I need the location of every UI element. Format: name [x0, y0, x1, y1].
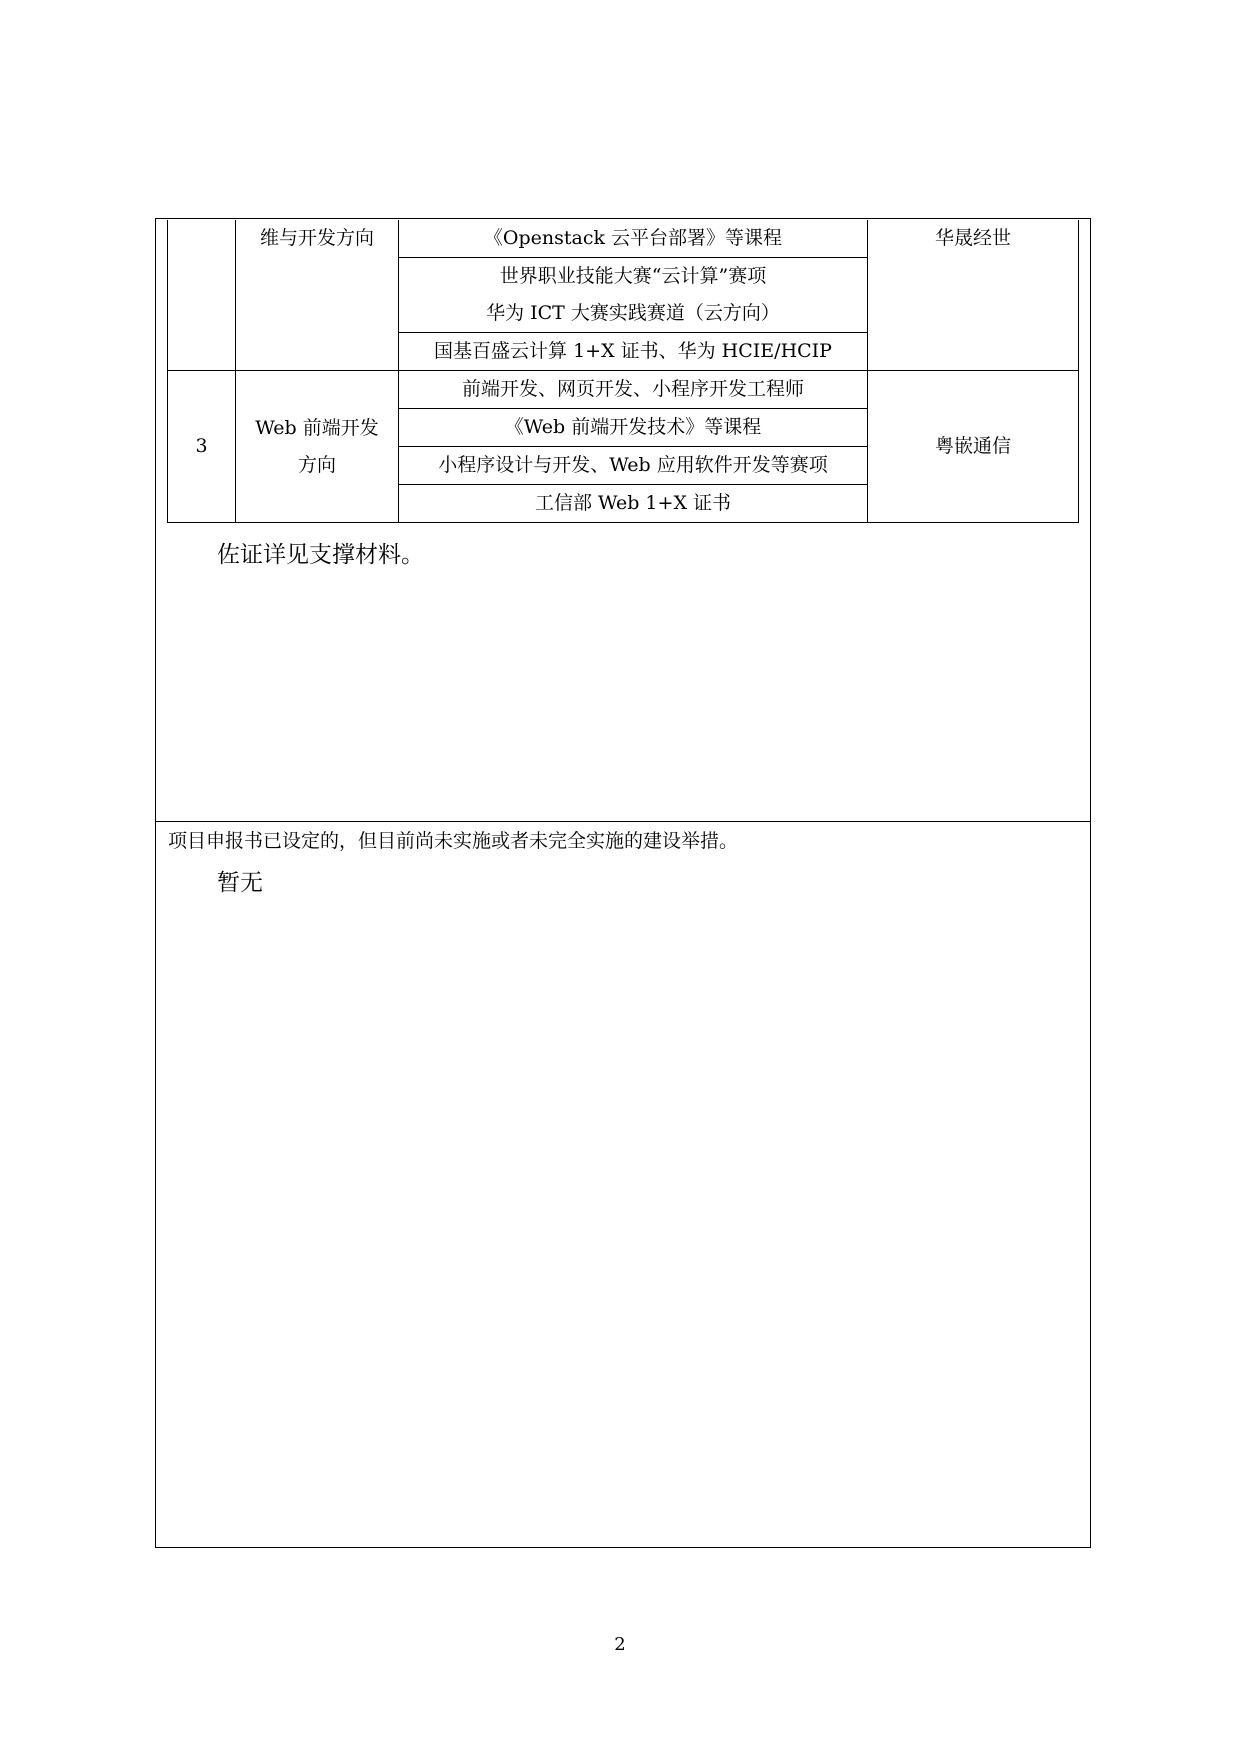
page-number: 2	[614, 1634, 626, 1655]
table-row	[168, 220, 1079, 258]
row-index	[168, 220, 236, 371]
row-index: 3	[168, 371, 236, 523]
item-cell: 国基百盛云计算 1+X 证书、华为 HCIE/HCIP	[399, 333, 868, 371]
direction-table	[167, 220, 1079, 523]
direction-label: 维与开发方向	[259, 227, 374, 249]
direction-label: 方向	[297, 453, 336, 476]
item-cell: 华为 ICT 大赛实践赛道（云方向）	[399, 295, 868, 333]
partner-cell: 华晟经世	[868, 220, 1079, 371]
item-cell: 前端开发、网页开发、小程序开发工程师	[399, 371, 868, 409]
direction-cell	[236, 220, 399, 371]
unimplemented-heading: 项目申报书已设定的，但目前尚未实施或者未完全实施的建设举措。	[168, 830, 739, 852]
item-cell: 工信部 Web 1+X 证书	[399, 485, 868, 523]
item-cell: 世界职业技能大赛“云计算”赛项	[399, 258, 868, 296]
unimplemented-body: 暂无	[217, 870, 263, 896]
direction-label: Web 前端开发	[255, 416, 379, 439]
item-cell: 小程序设计与开发、Web 应用软件开发等赛项	[399, 447, 868, 485]
item-cell: 《Web 前端开发技术》等课程	[399, 409, 868, 447]
item-cell: 《Openstack 云平台部署》等课程	[399, 220, 868, 258]
table-row	[168, 371, 1079, 409]
evidence-note: 佐证详见支撑材料。	[217, 542, 424, 568]
section-divider	[155, 821, 1091, 822]
partner-cell: 粤嵌通信	[868, 371, 1079, 523]
direction-cell	[236, 371, 399, 523]
